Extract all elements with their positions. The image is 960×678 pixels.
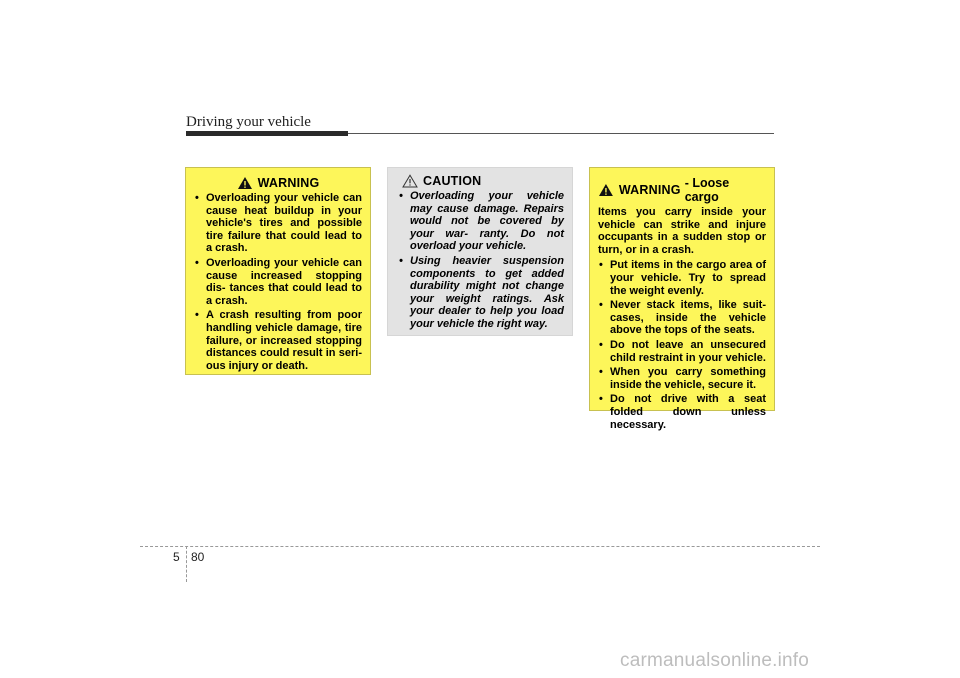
list-item: • A crash resulting from poor handling vehicle damage, tire failure, or increased stopping distances could result in seri- ous injury or death. — [194, 309, 362, 372]
list-item: • Do not drive with a seat folded down unless necessary. — [598, 393, 766, 431]
caution-title: CAUTION — [423, 174, 482, 188]
cargo-warning-subtitle: - Loose cargo — [684, 176, 730, 204]
footer-rule — [140, 546, 820, 547]
caution-triangle-icon — [402, 174, 418, 188]
caution-list — [398, 190, 564, 331]
list-item: • Overloading your vehicle may cause damage. Repairs would not be covered by your war- ranty. Do not overload your vehicle. — [398, 190, 564, 253]
caution-box — [387, 167, 573, 336]
cargo-warning-intro: Items you carry inside your vehicle can strike and injure occupants in a sudden stop or turn, or in a crash. — [598, 206, 766, 256]
list-item: • Overloading your vehicle can cause heat buildup in your vehicle's tires and possible tire failure that could lead to a crash. — [194, 192, 362, 255]
cargo-warning-box — [589, 167, 775, 431]
list-item: • Overloading your vehicle can cause increased stopping dis- tances that could lead to a crash. — [194, 257, 362, 307]
caution-header — [398, 174, 564, 188]
cargo-warning-header — [598, 176, 766, 204]
warning-list — [194, 192, 362, 372]
warning-triangle-icon — [237, 176, 253, 190]
list-item: • When you carry something inside the vehicle, secure it. — [598, 366, 766, 391]
page-number: 80 — [191, 550, 205, 564]
page-header-title: Driving your vehicle — [186, 114, 311, 130]
warning-triangle-icon — [598, 183, 614, 197]
list-item: • Put items in the cargo area of your vehicle. Try to spread the weight evenly. — [598, 259, 766, 297]
list-item: • Do not leave an unsecured child restraint in your vehicle. — [598, 339, 766, 364]
cargo-warning-title: WARNING — [618, 183, 681, 197]
header-rule-thick — [186, 131, 348, 136]
warning-header — [194, 176, 362, 190]
chapter-number: 5 — [173, 550, 180, 564]
list-item: • Never stack items, like suit- cases, inside the vehicle above the tops of the seats. — [598, 299, 766, 337]
footer-divider — [186, 546, 187, 582]
cargo-warning-list — [598, 259, 766, 431]
warning-title: WARNING — [257, 176, 320, 190]
warning-box — [185, 167, 371, 375]
list-item: • Using heavier suspension components to get added durability might not change your weight ratings. Ask your dealer to help you load your vehicle the right way. — [398, 255, 564, 331]
header-rule-thin — [348, 133, 774, 134]
watermark-text: carmanualsonline.info — [620, 650, 810, 671]
